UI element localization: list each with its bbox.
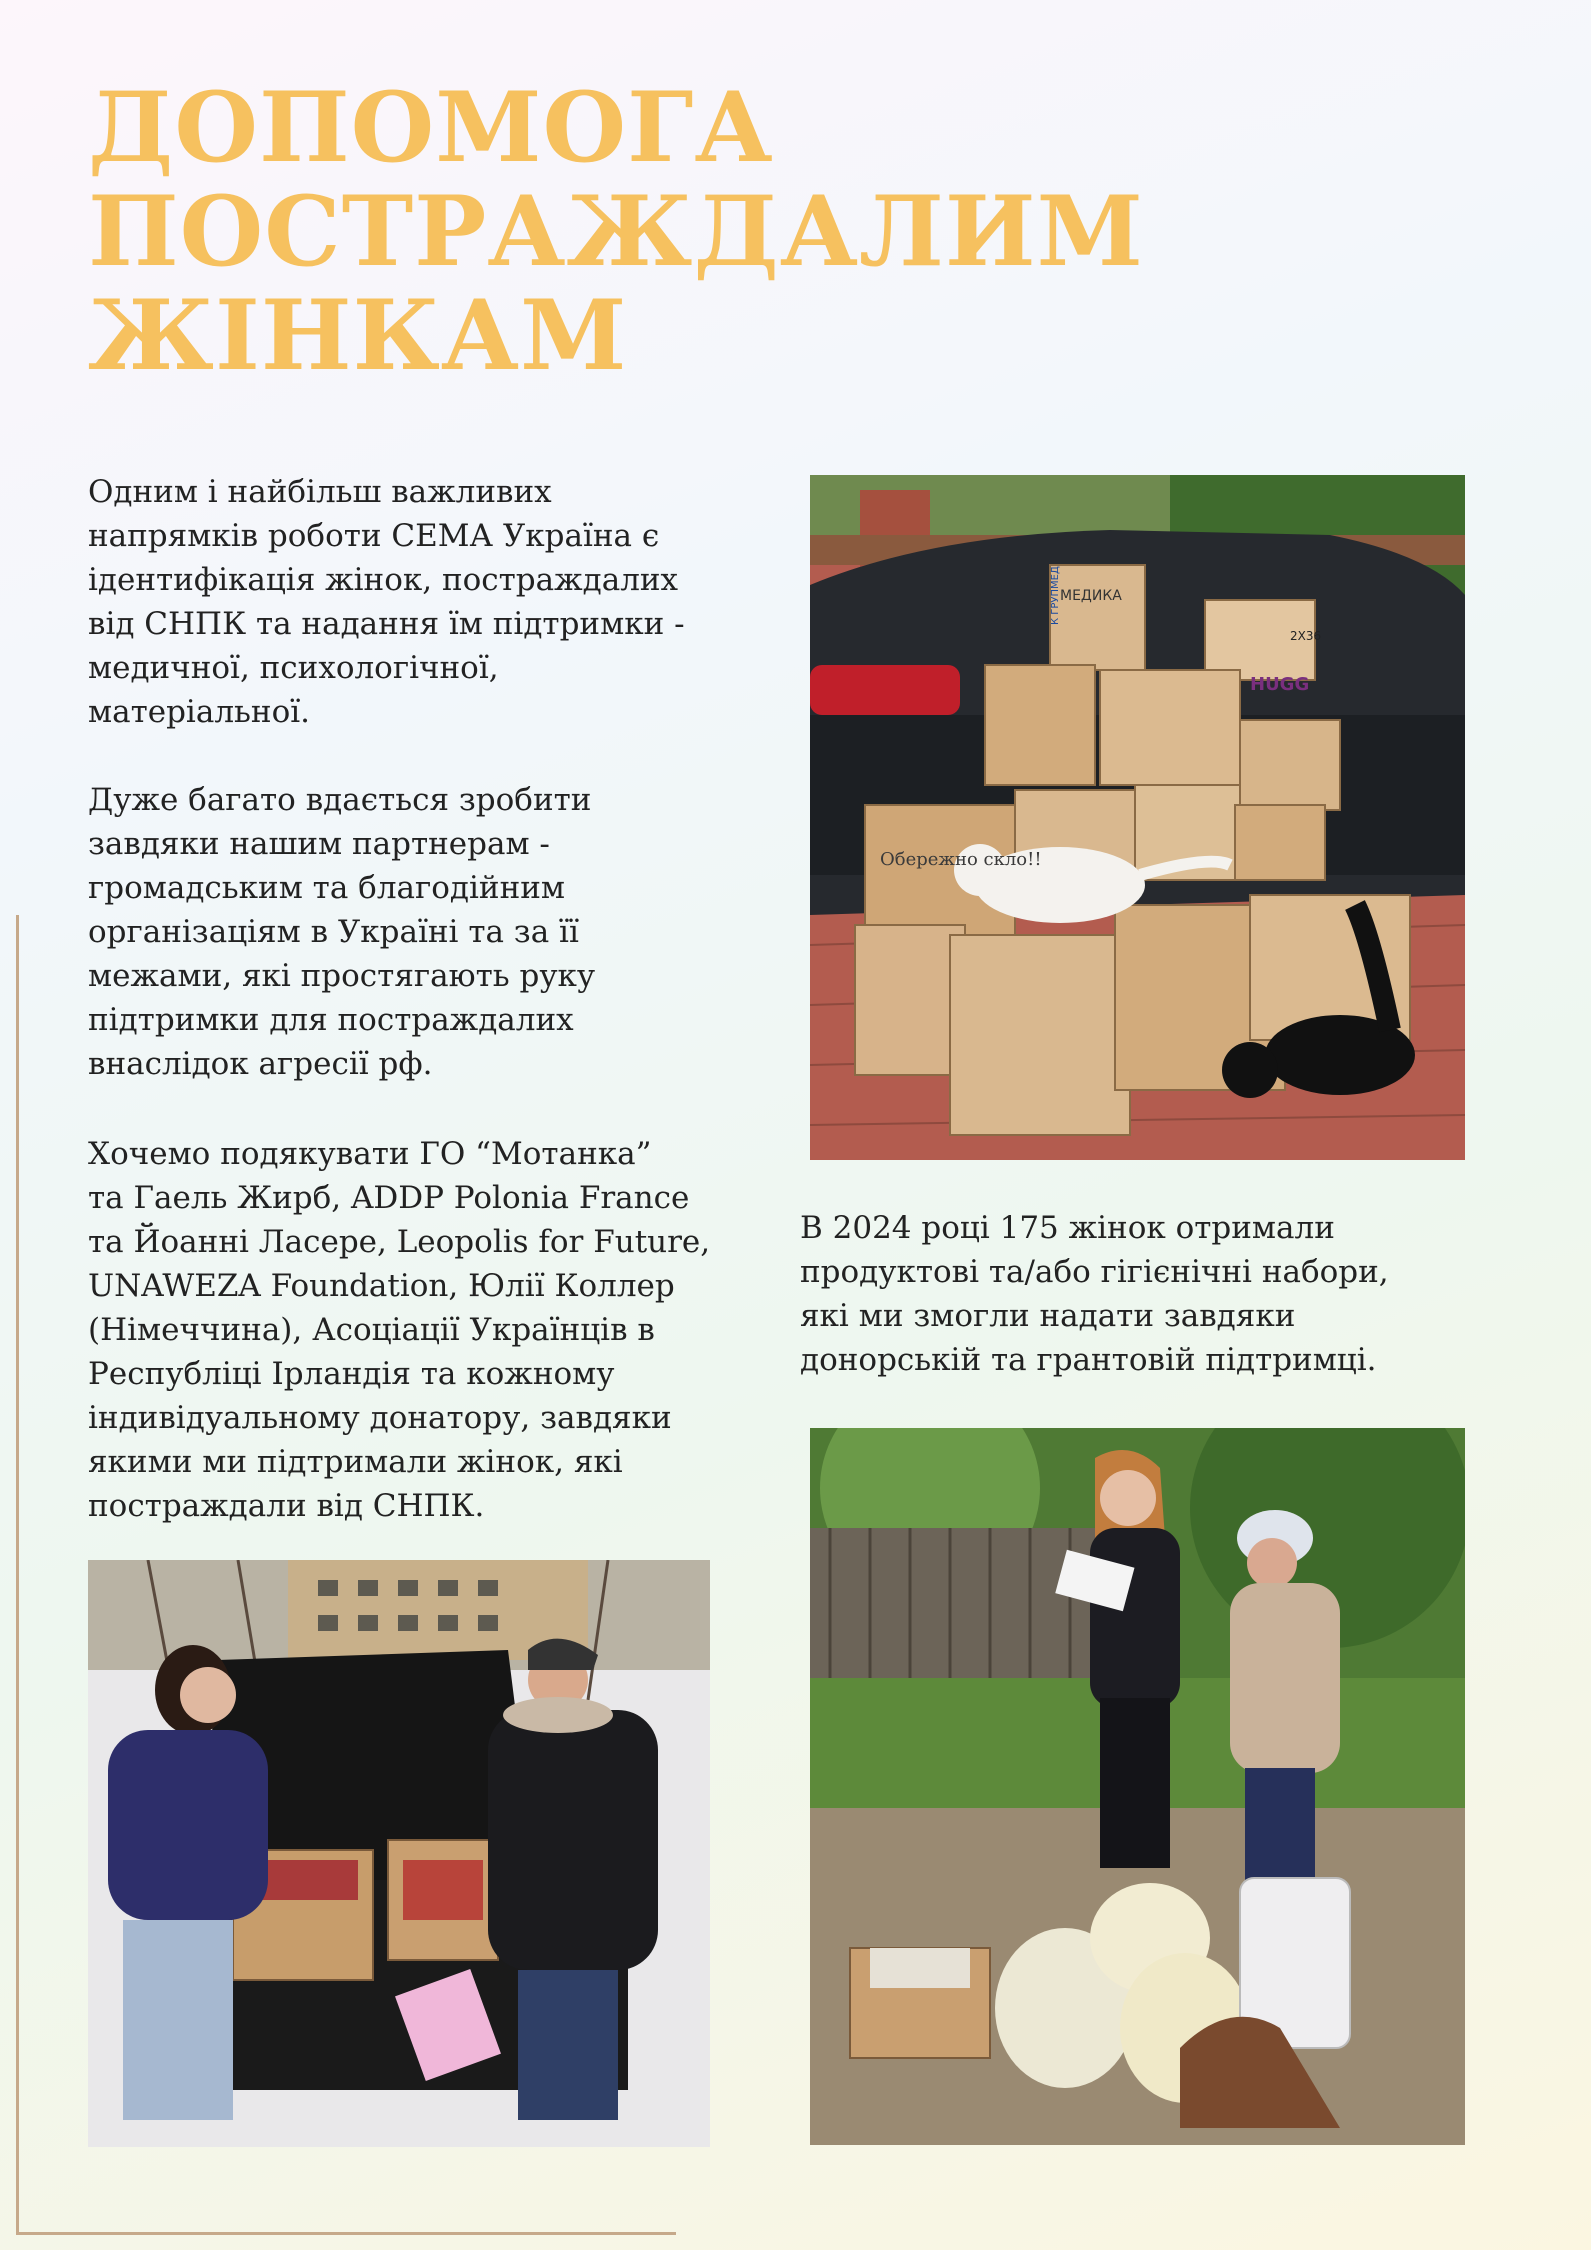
- title-line-1: ДОПОМОГА: [88, 71, 774, 184]
- label-fragile: Обережно скло!!: [880, 849, 1042, 870]
- label-huggies: HUGG: [1250, 674, 1310, 695]
- title-line-2: ПОСТРАЖДАЛИМ: [88, 175, 1144, 288]
- intro-paragraph: Одним і найбільш важливих напрямків роботи СЕМА Україна є ідентифікація жінок, постраждалих від СНПК та надання їм підтримки - медичної, психологічної, матеріальної.: [88, 474, 685, 730]
- partners-paragraph: Дуже багато вдається зробити завдяки нашим партнерам - громадським та благодійним організаціям в Україні та за її межами, які простягають руку підтримки для постраждалих внаслідок агресії рф.: [88, 782, 596, 1082]
- label-medyka: МЕДИКА: [1060, 588, 1122, 604]
- photo-women-with-aid-packages: [810, 1428, 1465, 2145]
- thanks-paragraph: Хочемо подякувати ГО “Мотанка” та Гаель Жирб, ADDP Polonia France та Йоанні Ласере, Leopolis for Future, UNAWEZA Foundation, Юлії Коллер (Німеччина), Асоціації Українців в Республіці Ірландія та кожному індивідуальному донатору, завдяки якими ми підтримали жінок, які постраждали від СНПК.: [88, 1136, 711, 1524]
- stats-paragraph: В 2024 році 175 жінок отримали продуктові та/або гігієнічні набори, які ми змогли надати завдяки донорській та грантовій підтримці.: [800, 1210, 1389, 1378]
- photo-aid-boxes-car-trunk: [88, 1560, 710, 2147]
- decorative-frame-horizontal: [16, 2232, 676, 2235]
- label-size: 2X36: [1290, 629, 1322, 643]
- decorative-frame-vertical: [16, 915, 19, 2235]
- label-grupmed: К ГРУПМЕД: [1050, 566, 1061, 625]
- page-title: [88, 71, 1188, 392]
- photo-boxes-with-cats: [810, 475, 1465, 1160]
- title-line-3: ЖІНКАМ: [88, 279, 628, 392]
